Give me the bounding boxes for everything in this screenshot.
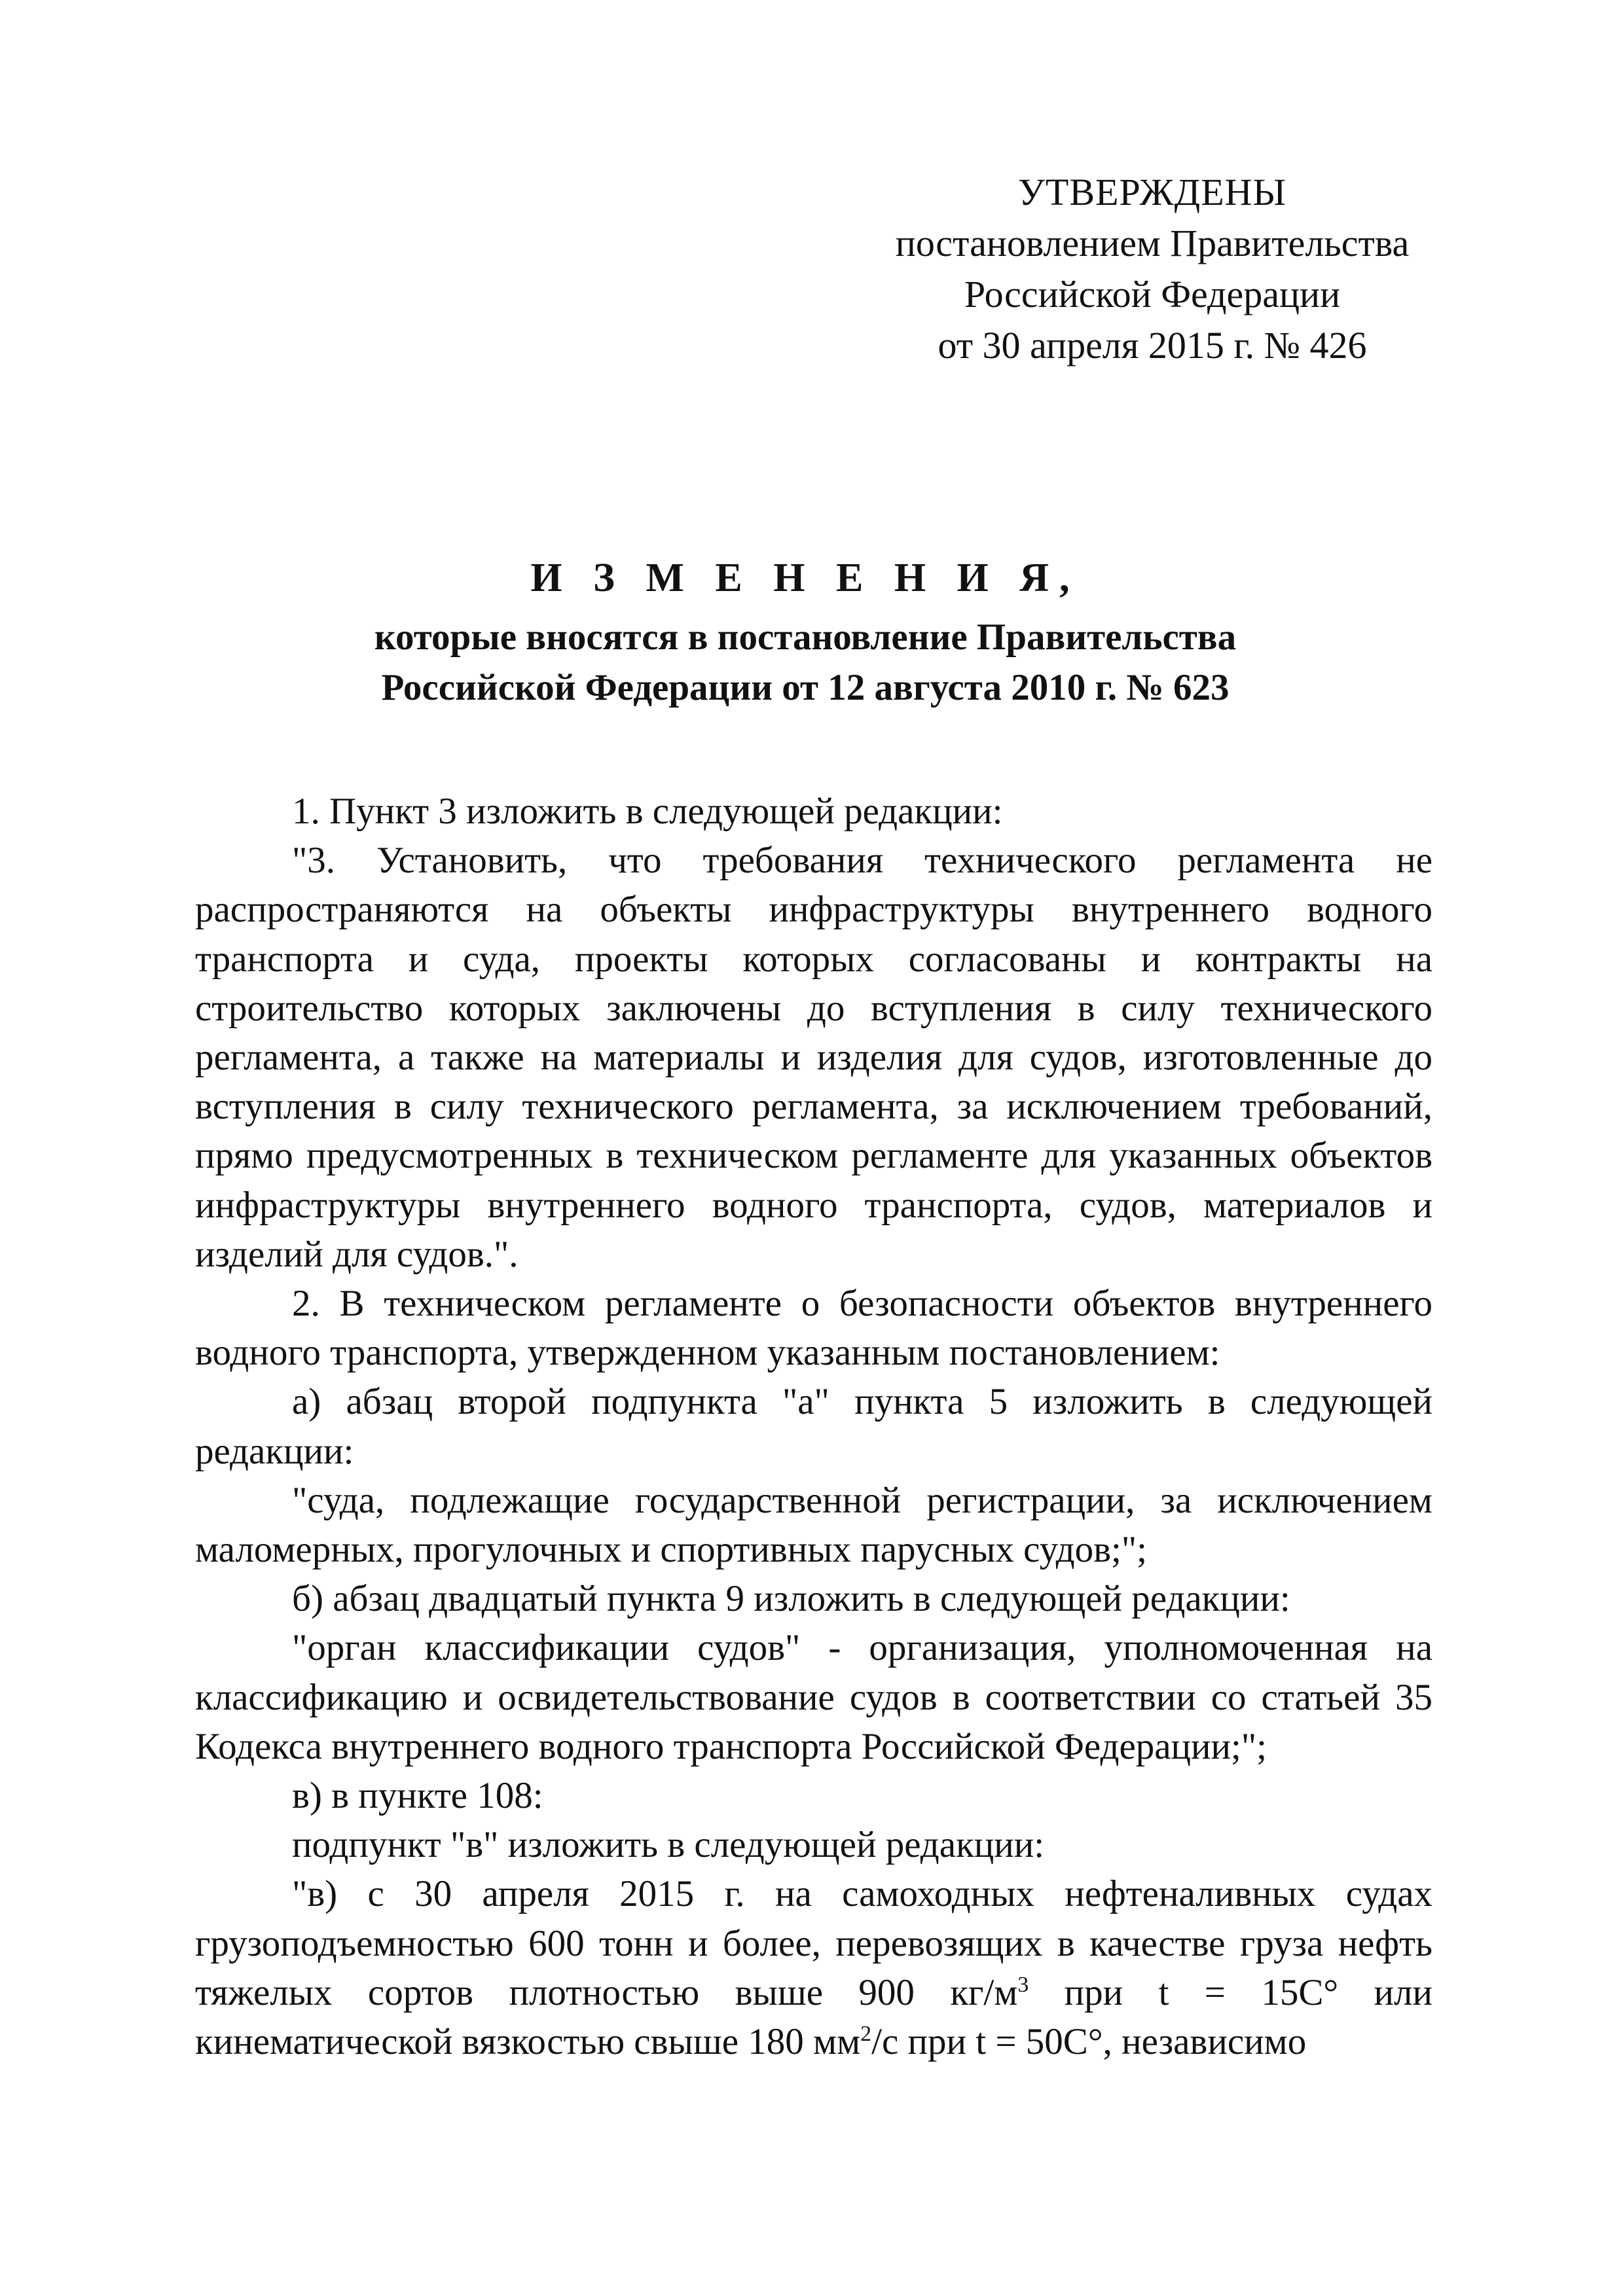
approval-title: УТВЕРЖДЕНЫ <box>1017 171 1287 213</box>
approval-block <box>831 167 1473 371</box>
paragraph-10-part-1: "в) с 30 апреля 2015 г. на самоходных нефтеналивных судах грузоподъемностью 600 тонн и более, перевозящих в качестве груза нефть тяжелых сортов плотностью выше 900 кг/м <box>195 1873 1432 2013</box>
approval-line-3: от 30 апреля 2015 г. № 426 <box>938 324 1367 367</box>
approval-line-2: Российской Федерации <box>964 273 1341 315</box>
paragraph-4: а) абзац второй подпункта "а" пункта 5 изложить в следующей редакции: <box>195 1381 1432 1472</box>
paragraph-3: 2. В техническом регламенте о безопасности объектов внутреннего водного транспорта, утвержденном указанным постановлением: <box>195 1283 1432 1374</box>
subtitle-line-2: Российской Федерации от 12 августа 2010 г. № 623 <box>381 667 1230 708</box>
document-title: И З М Е Н Е Н И Я, <box>530 556 1080 600</box>
superscript-cubic: 3 <box>1017 1972 1029 1997</box>
paragraph-5: "суда, подлежащие государственной регистрации, за исключением маломерных, прогулочных и спортивных парусных судов;"; <box>195 1479 1432 1571</box>
paragraph-10-part-2: при t = 15C° или кинематической вязкостью свыше 180 мм <box>195 1971 1432 2063</box>
paragraph-8: в) в пункте 108: <box>292 1775 543 1817</box>
paragraph-9: подпункт "в" изложить в следующей редакции: <box>292 1824 1045 1866</box>
paragraph-10-part-3: /с при t = 50C°, независимо <box>871 2021 1307 2063</box>
document-body <box>195 787 1432 2066</box>
paragraph-6: б) абзац двадцатый пункта 9 изложить в следующей редакции: <box>292 1578 1290 1620</box>
paragraph-10 <box>195 1869 1432 2066</box>
approval-line-1: постановлением Правительства <box>895 222 1410 264</box>
superscript-square: 2 <box>860 2022 872 2047</box>
paragraph-7: "орган классификации судов" - организация, уполномоченная на классификацию и освидетельствование судов в соответствии со статьей 35 Кодекса внутреннего водного транспорта Российской Федерации;"; <box>195 1627 1432 1767</box>
paragraph-2: "3. Установить, что требования технического регламента не распространяются на объекты инфраструктуры внутреннего водного транспорта и суда, проекты которых согласованы и контракты на строительство которых заключены до вступления в силу технического регламента, а также на материалы и изделия для судов, изготовленные до вступления в силу технического регламента, за исключением требований, прямо предусмотренных в техническом регламенте для указанных объектов инфраструктуры внутреннего водного транспорта, судов, материалов и изделий для судов.". <box>195 840 1432 1275</box>
document-subtitle <box>183 612 1427 713</box>
subtitle-line-1: которые вносятся в постановление Правительства <box>374 617 1237 658</box>
paragraph-1: 1. Пункт 3 изложить в следующей редакции: <box>292 791 1003 832</box>
